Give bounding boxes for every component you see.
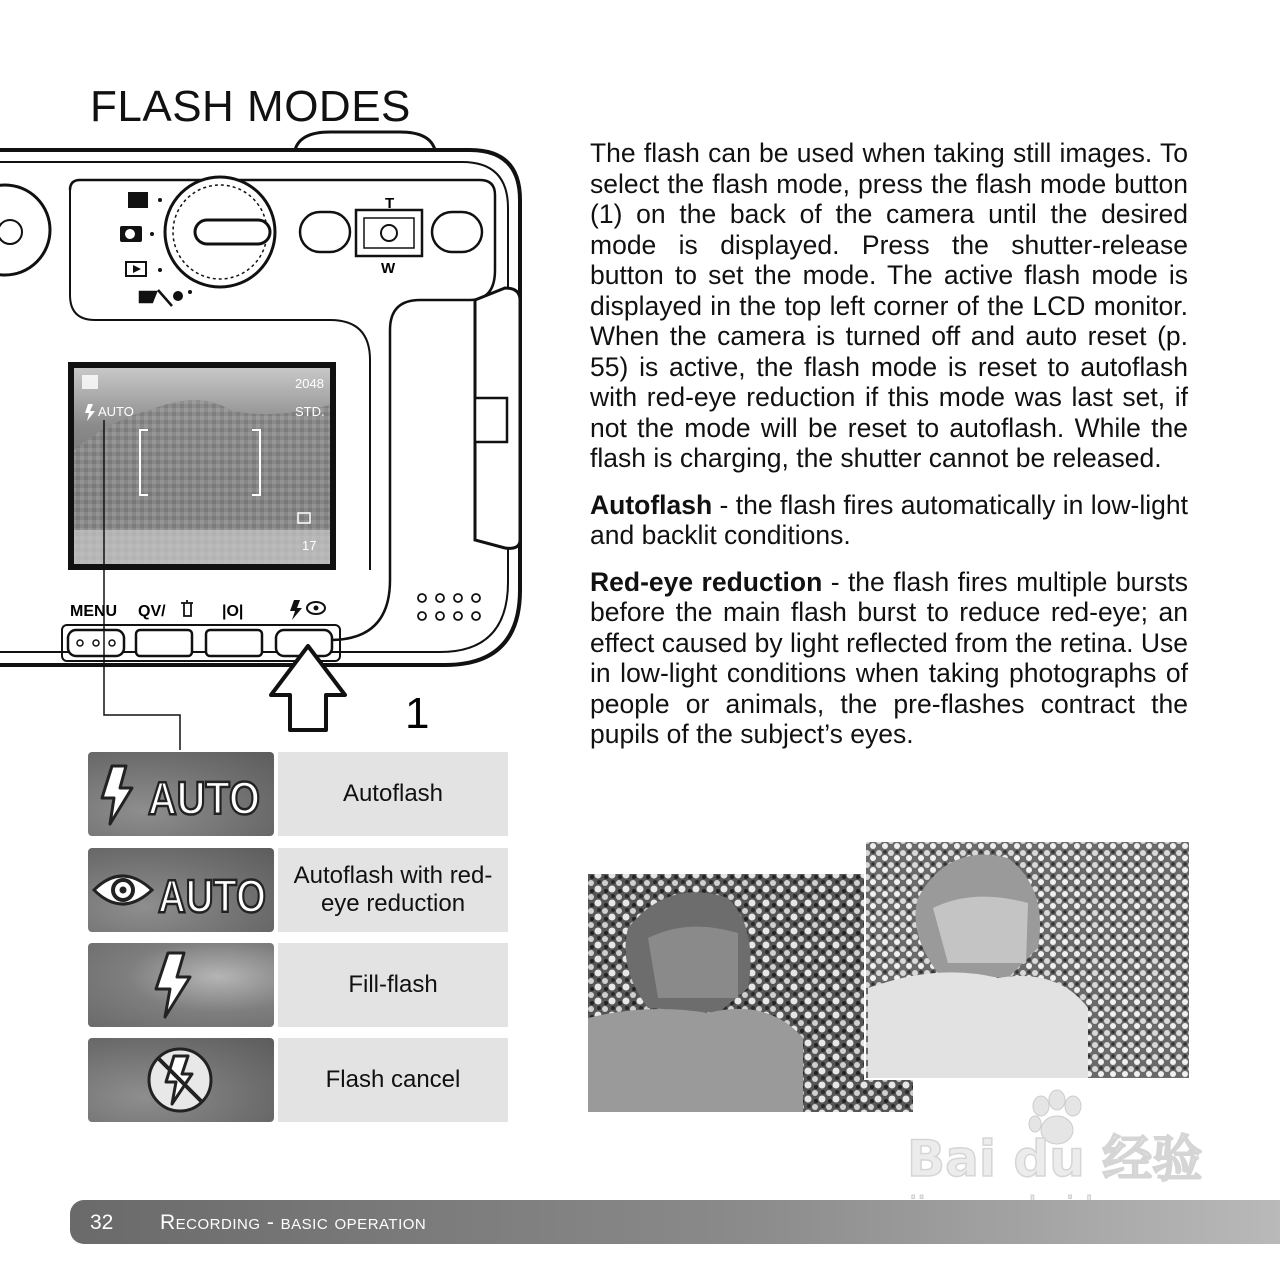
flash-cancel-icon xyxy=(88,1038,274,1122)
camera-back-illustration xyxy=(0,120,560,760)
photo-with-flash xyxy=(864,840,1191,1080)
zoom-tele-label: T xyxy=(385,195,395,212)
intro-paragraph: The flash can be used when taking still images. To select the flash mode, press the flash mode button (1) on the back of the camera until the desired mode is displayed. Press the shutter-release button to set the mode. The active flash mode is displayed in the top left corner of the LCD monitor. When the camera is turned off and auto reset (p. 55) is active, the flash mode is reset to autoflash with red-eye reduction if this mode was last set, if not the mode will be reset to autoflash. While the flash is charging, the shutter cannot be released. xyxy=(590,138,1188,473)
mode-label: Fill-flash xyxy=(278,943,508,1027)
arrow-up-icon xyxy=(271,646,345,730)
mode-row-fill-flash xyxy=(88,943,508,1027)
body-text xyxy=(590,138,1188,766)
mode-label: Autoflash xyxy=(278,752,508,836)
mode-row-autoflash xyxy=(88,752,508,836)
section-title: Recording - basic operation xyxy=(160,1211,427,1234)
qv-delete-button[interactable] xyxy=(136,630,192,656)
display-button[interactable] xyxy=(206,630,262,656)
page-title: FLASH MODES xyxy=(90,82,411,131)
mode-row-flash-cancel xyxy=(88,1038,508,1122)
autoflash-term: Autoflash xyxy=(590,489,713,520)
mode-label: Autoflash with red-eye reduction xyxy=(278,848,508,932)
mode-row-redeye xyxy=(88,848,508,932)
watermark-brand: Bai du 经验 xyxy=(907,1130,1203,1188)
redeye-term: Red-eye reduction xyxy=(590,566,823,597)
page-footer xyxy=(70,1200,1280,1244)
svg-text:AUTO: AUTO xyxy=(148,772,260,824)
redeye-paragraph: Red-eye reduction - the flash fires multiple bursts before the main flash burst to reduce red-eye; an effect caused by light reflected from the retina. Use in low-light conditions when taking photographs of people or animals, the pre-flashes contract the pupils of the subject’s eyes. xyxy=(590,566,1188,749)
autoflash-paragraph: Autoflash - the flash fires automatically in low-light and backlit conditions. xyxy=(590,489,1188,550)
lcd-flash-indicator: AUTO xyxy=(98,404,134,419)
zoom-wide-label: W xyxy=(381,260,396,277)
display-button-label: |O| xyxy=(222,603,244,620)
lcd-frames-remaining: 17 xyxy=(302,538,317,553)
qv-button-label: QV/ xyxy=(138,603,166,620)
flash-auto-icon xyxy=(88,752,274,836)
callout-number: 1 xyxy=(405,689,430,738)
lcd-quality: STD. xyxy=(295,404,325,419)
menu-button-label: MENU xyxy=(70,603,118,620)
lcd-resolution: 2048 xyxy=(295,376,324,391)
mode-label: Flash cancel xyxy=(278,1038,508,1122)
redeye-auto-icon xyxy=(88,848,274,932)
svg-text:AUTO: AUTO xyxy=(158,870,266,922)
fill-flash-icon xyxy=(88,943,274,1027)
page-number: 32 xyxy=(90,1211,114,1234)
example-photos xyxy=(588,838,1193,1118)
